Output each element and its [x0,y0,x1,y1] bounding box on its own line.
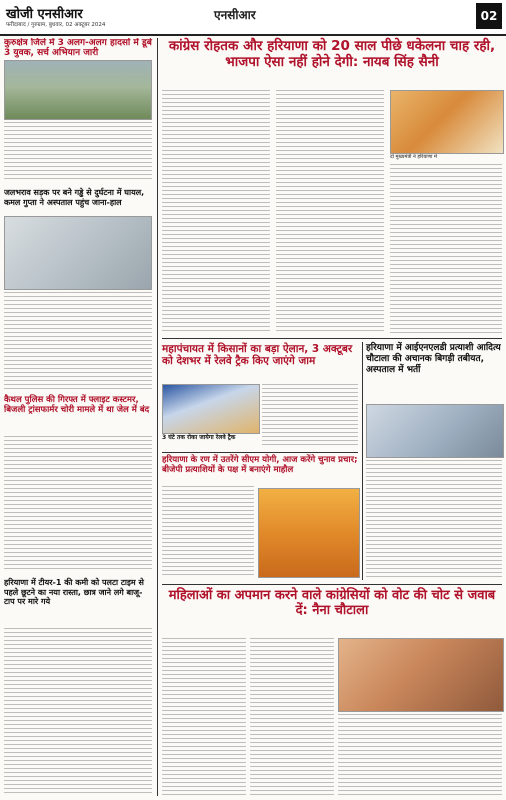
cm-yogi-body-a [162,486,254,576]
story1-body [4,122,152,182]
hospital-headline: हरियाणा में आईएनएलडी प्रत्याशी आदित्य चौटाला की अचानक बिगड़ी तबीयत, अस्पताल में भर्ती [366,343,501,375]
cm-yogi-headline: हरियाणा के रण में उतरेंगे सीएम योगी, आज करेंगे चुनाव प्रचार; बीजेपी प्रत्याशियों के पक्ष में बनाएंगे माहौल [162,455,358,475]
hospital-body [366,460,502,578]
lead-body-col3 [390,164,502,334]
river-photo [4,60,152,120]
newspaper-brand: खोजी एनसीआर [6,7,83,22]
column-divider-mid [362,342,363,580]
naina-photo [338,638,504,712]
story4-body [4,628,152,794]
lead-headline: कांग्रेस रोहतक और हरियाणा को 20 साल पीछे धकेलना चाह रही, भाजपा ऐसा नहीं होने देगी: नायब सिंह सैनी [168,38,496,70]
cm-photo [390,90,504,154]
farmers-photo [162,384,260,434]
story1-headline: कुरुक्षेत्र जिले में 3 अलग-अलग हादसों में डूबे 3 युवक, सर्च अभियान जारी [4,38,152,59]
farmers-subhead: 3 घंटे तक रोका जायेगा रेलवे ट्रैक [162,434,236,441]
cm-photo-caption: दो मुख्यमंत्री ने हरियाणा में [390,154,438,160]
divider-lead [162,338,502,339]
story2-body [4,292,152,390]
story4-headline: हरियाणा में टीयर-1 की कमी को पलटा टाइम से पहले छूटने का नया रास्ता, छात्र जाने लगे बाजू-टाप पर मारे गये [4,578,144,607]
hospital-photo-left [4,216,152,290]
masthead [0,0,506,36]
story3-body [4,436,152,570]
bottom-body-col1 [162,638,246,796]
story2-headline: जलभराव सड़क पर बने गड्ढे से दुर्घटना में घायल, कमल गुप्ता ने अस्पताल पहुंच जाना-हाल [4,188,145,207]
farmers-body-a [262,384,358,446]
farmers-headline: महापंचायत में किसानों का बड़ा ऐलान, 3 अक्टूबर को देशभर में रेलवे ट्रैक किए जाएंगे जाम [162,343,353,368]
story3-headline: कैथल पुलिस की गिरफ्त में फ्लाइट कस्टमर, बिजली ट्रांसफार्मर चोरी मामले में था जेल में बंद [4,395,150,415]
yogi-photo [258,488,360,578]
lead-body-col1 [162,90,270,334]
column-divider-left [157,38,158,796]
bottom-body-col2 [250,638,334,796]
dateline: फरीदाबाद / गुरुग्राम, बुधवार, 02 अक्टूबर 2024 [6,22,106,28]
divider-bottom [162,584,502,585]
hospital-photo [366,404,504,458]
bottom-headline: महिलाओं का अपमान करने वाले कांग्रेसियों को वोट की चोट से जवाब दें: नैना चौटाला [168,588,496,618]
section-title: एनसीआर [214,8,256,22]
page-number: 02 [476,3,502,29]
divider-farmers [162,452,358,453]
bottom-body-col3 [338,714,502,796]
lead-body-col2 [276,90,384,334]
left-column [4,38,154,796]
